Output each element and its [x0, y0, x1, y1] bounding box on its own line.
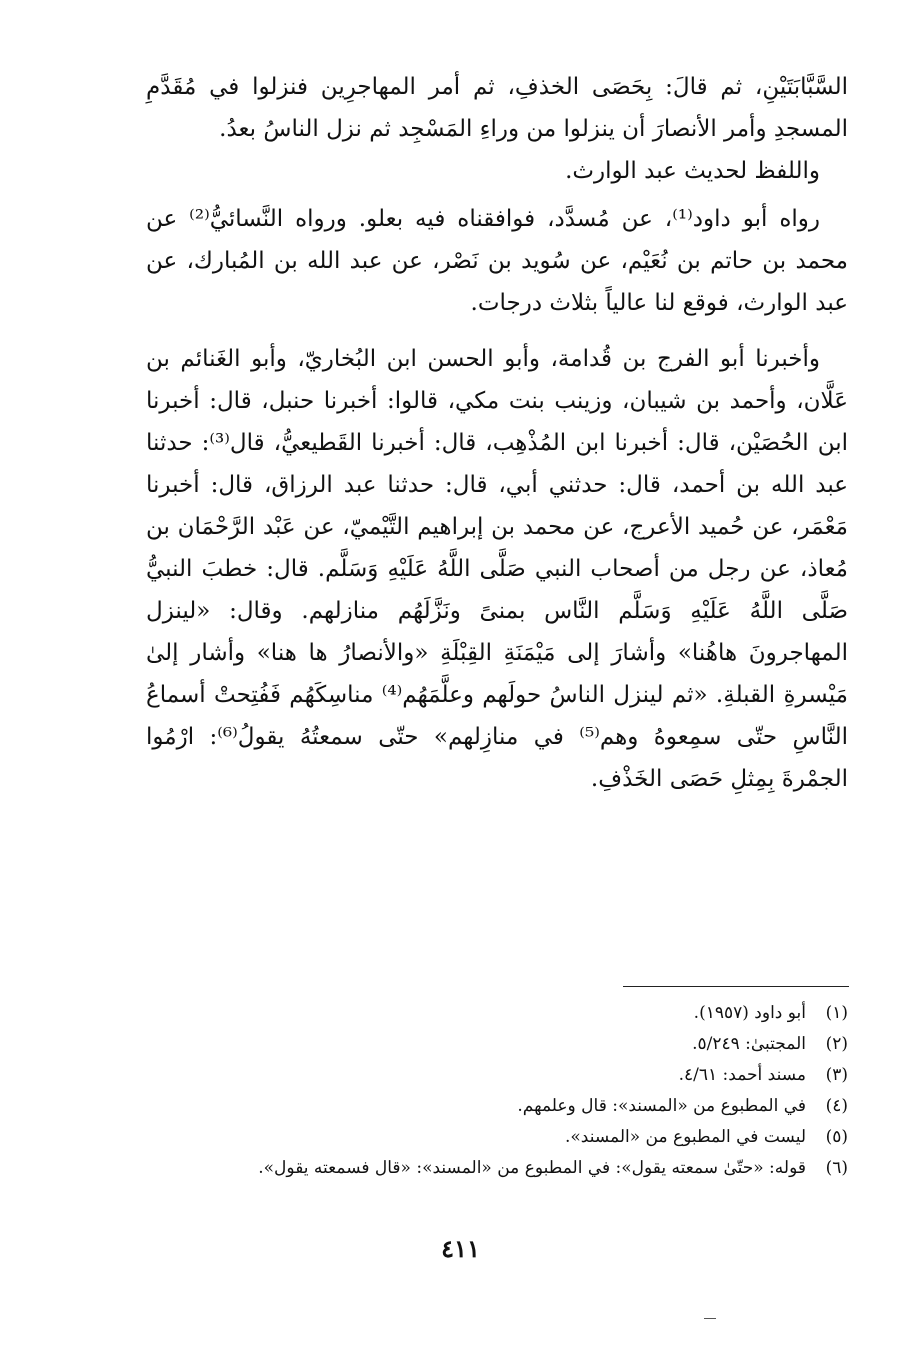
footnote-text: ليست في المطبوع من «المسند». [564, 1127, 806, 1147]
scan-mark [704, 1318, 716, 1319]
paragraph-hadith-end: السَّبَّابَتَيْنِ، ثم قالَ: بِحَصَى الخذفِ، ثم أمر المهاجرِين فنزلوا في مُقَدَّمِ المسجدِ وأمر الأنصارَ أن ينزلوا من وراءِ المَسْجِد ثم نزل الناسُ بعدُ. [146, 74, 849, 142]
footnote-item [146, 998, 848, 1029]
paragraph-isnad: وأخبرنا أبو الفرج بن قُدامة، وأبو الحسن ابن البُخاريّ، وأبو الغَنائم بن عَلَّان، وأحمد بن شيبان، وزينب بنت مكي، قالوا: أخبرنا حنبل، قال: أخبرنا ابن الحُصَيْن، قال: أخبرنا ابن المُذْهِب، قال: أخبرنا القَطيعيُّ، قال⁽³⁾: حدثنا عبد الله بن أحمد، قال: حدثني أبي، قال: حدثنا عبد الرزاق، قال: أخبرنا مَعْمَر، عن حُميد الأعرج، عن محمد بن إبراهيم التَّيْميّ، عن عَبْد الرَّحْمَان بن مُعاذ، عن رجل من أصحاب النبي صَلَّى اللَّهُ عَلَيْهِ وَسَلَّم. قال: خطبَ النبيُّ صَلَّى اللَّهُ عَلَيْهِ وَسَلَّم النَّاس بمنىً ونَزَّلَهُم منازلهم. وقال: «لينزل المهاجرونَ هاهُنا» وأشارَ إلى مَيْمَنَةِ القِبْلَةِ «والأنصارُ ها هنا» وأشار إلىٰ مَيْسرةِ القبلةِ. «ثم لينزل الناسُ حولَهم وعلَّمَهُم⁽⁴⁾ مناسِكَهُم فَفُتِحتْ أسماعُ النَّاسِ حتّى سمِعوهُ وهم⁽⁵⁾ في منازِلهم» حتّى سمعتُهُ يقولُ⁽⁶⁾: ارْمُوا الجمْرةَ بِمِثلِ حَصَى الخَذْفِ. [146, 346, 848, 792]
footnote-number: (٣) [825, 1065, 848, 1085]
footnote-item [146, 1122, 848, 1153]
footnote-item [146, 1029, 848, 1060]
footnote-number: (١) [825, 1003, 848, 1023]
footnote-text: المجتبىٰ: ٥/٢٤٩. [692, 1034, 806, 1054]
paragraph-narration-sources: رواه أبو داود⁽¹⁾، عن مُسدَّد، فوافقناه فيه بعلو. ورواه النَّسائيُّ⁽²⁾ عن محمد بن حاتم بن نُعَيْم، عن سُويد بن نَصْر، عن عبد الله بن المُبارك، عن عبد الوارث، فوقع لنا عالياً بثلاث درجات. [146, 206, 848, 316]
footnote-number: (٢) [825, 1034, 848, 1054]
footnote-item [146, 1060, 848, 1091]
footnote-text: قوله: «حتّىٰ سمعته يقول»: في المطبوع من «المسند»: «قال فسمعته يقول». [258, 1158, 806, 1178]
footnote-text: في المطبوع من «المسند»: قال وعلمهم. [517, 1096, 806, 1116]
footnote-divider [623, 986, 849, 987]
footnote-text: مسند أحمد: ٤/٦١. [678, 1065, 806, 1085]
footnote-number: (٤) [825, 1096, 848, 1116]
footnote-item [146, 1091, 848, 1122]
footnotes-list [146, 998, 848, 1184]
footnote-text: أبو داود (١٩٥٧). [693, 1003, 806, 1023]
main-text [146, 66, 848, 800]
footnote-number: (٥) [825, 1127, 848, 1147]
footnote-number: (٦) [825, 1158, 848, 1178]
footnote-item [146, 1153, 848, 1184]
paragraph-wording-note: واللفظ لحديث عبد الوارث. [565, 158, 820, 184]
page-number: ٤١١ [441, 1234, 480, 1263]
